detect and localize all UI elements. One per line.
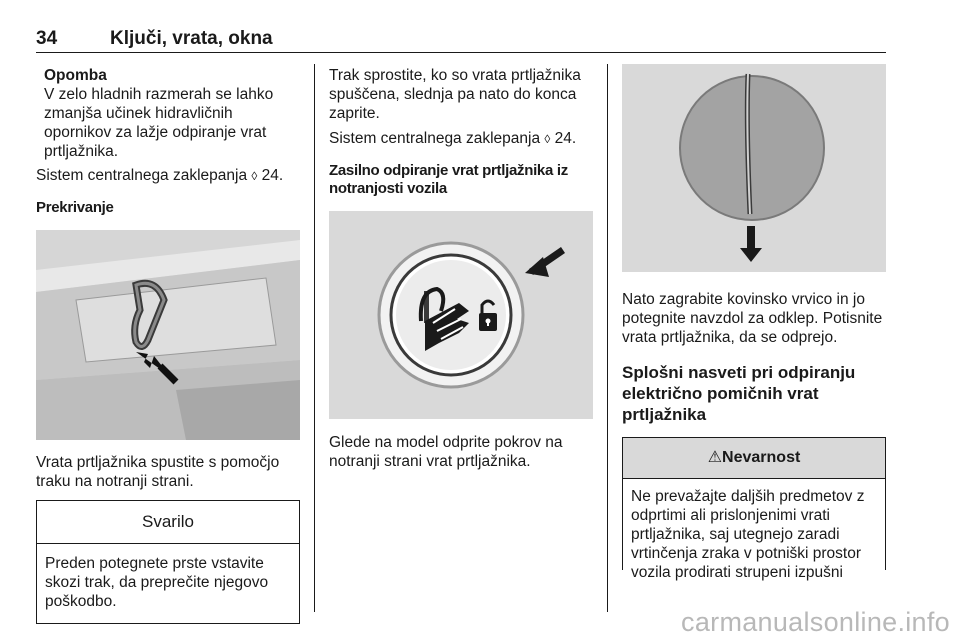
image-caption: Vrata prtljažnika spustite s pomočjo traku na notranji strani.	[36, 454, 280, 490]
page-title: Ključi, vrata, okna	[110, 28, 273, 49]
page-header	[36, 28, 886, 53]
cross-reference[interactable]	[329, 129, 593, 149]
danger-body: Ne prevažajte daljših predmetov z odprtimi ali prislonjenimi vrati prtljažnika, saj utegnejo zaradi vrtinčenja zraka v potniški prostor vozila prodirati strupeni izpušni	[631, 488, 865, 581]
reference-text: Sistem centralnega zaklepanja	[329, 130, 541, 147]
danger-title: Nevarnost	[722, 449, 801, 466]
note-title: Opomba	[44, 67, 107, 84]
watermark: carmanualsonline.info	[681, 607, 950, 637]
emergency-release-image	[329, 211, 593, 419]
note-body: V zelo hladnih razmerah se lahko zmanjša učinek hidravličnih opornikov za lažje odpiranje vrat prtljažnika.	[44, 86, 274, 160]
page-number: 34	[36, 28, 58, 49]
column-divider	[607, 64, 608, 612]
image-caption: Nato zagrabite kovinsko vrvico in jo potegnite navzdol za odklep. Potisnite vrata prtljažnika, da se odprejo.	[622, 291, 883, 346]
warning-box	[36, 500, 300, 624]
column-2	[329, 66, 593, 471]
warning-triangle-icon: ⚠	[707, 449, 723, 466]
luggage-strap-image	[36, 230, 300, 440]
reference-text: Sistem centralnega zaklepanja	[36, 167, 248, 184]
danger-header	[623, 438, 885, 479]
cross-reference[interactable]	[36, 166, 300, 186]
column-3	[622, 66, 886, 581]
intro-text: Trak sprostite, ko so vrata prtljažnika spuščena, slednja pa nato do konca zaprite.	[329, 67, 581, 122]
reference-page: 24.	[554, 130, 577, 147]
luggage-strap-illustration	[36, 230, 300, 440]
warning-title: Svarilo	[37, 501, 299, 544]
reference-arrow-icon: ◊	[251, 169, 258, 183]
image-caption: Glede na model odprite pokrov na notranji strani vrat prtljažnika.	[329, 434, 563, 470]
reference-page: 24.	[261, 167, 284, 184]
column-divider	[314, 64, 315, 612]
reference-arrow-icon: ◊	[544, 132, 551, 146]
section-heading: Prekrivanje	[36, 199, 114, 216]
section-heading: Splošni nasveti pri odpiranju električno pomičnih vrat prtljažnika	[622, 363, 856, 424]
section-heading: Zasilno odpiranje vrat prtljažnika iz notranjosti vozila	[329, 162, 568, 197]
emergency-release-illustration	[329, 211, 593, 419]
warning-body: Preden potegnete prste vstavite skozi trak, da preprečite njegovo poškodbo.	[45, 555, 269, 610]
metal-cord-image	[622, 64, 886, 272]
column-1	[36, 66, 300, 624]
danger-box	[622, 437, 886, 581]
metal-cord-illustration	[622, 64, 886, 272]
